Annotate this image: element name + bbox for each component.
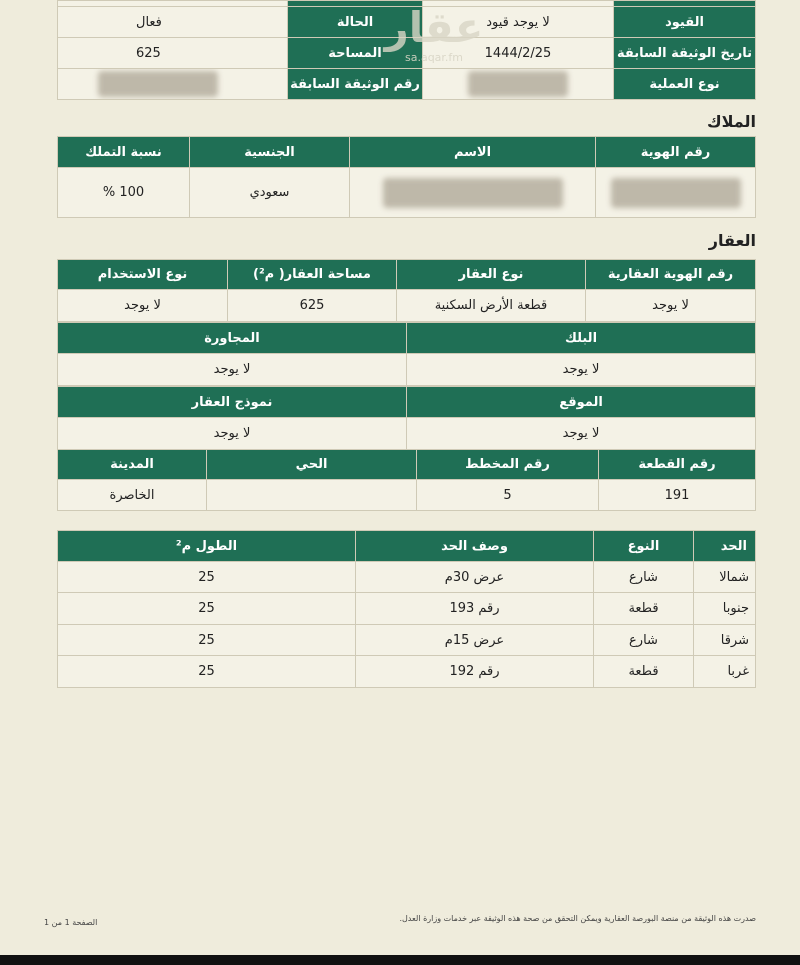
property-id-header: رقم الهوية العقارية <box>586 260 756 290</box>
operation-type-value <box>423 69 614 100</box>
border-direction-header: الحد <box>694 531 756 562</box>
bottom-bar <box>0 955 800 965</box>
border-description: رقم 193 <box>356 593 594 625</box>
status-label: الحالة <box>288 7 423 38</box>
district-header: الحي <box>207 450 417 480</box>
border-length: 25 <box>58 593 356 625</box>
table-row <box>58 38 756 69</box>
owner-share-header: نسبة التملك <box>58 137 190 168</box>
usage-type-header: نوع الاستخدام <box>58 260 228 290</box>
border-direction: غربا <box>694 656 756 688</box>
district-value <box>207 480 417 511</box>
owner-nationality-header: الجنسية <box>190 137 350 168</box>
border-length: 25 <box>58 625 356 656</box>
owner-id-value <box>596 168 756 218</box>
property-model-value: لا يوجد <box>58 418 407 450</box>
restrictions-label: القيود <box>614 7 756 38</box>
border-direction: شرقا <box>694 625 756 656</box>
redacted-block <box>383 178 563 208</box>
owner-name-header: الاسم <box>350 137 596 168</box>
area-label: المساحة <box>288 38 423 69</box>
border-type: قطعة <box>594 593 694 625</box>
border-type-header: النوع <box>594 531 694 562</box>
plan-number-value: 5 <box>417 480 599 511</box>
previous-deed-number-value <box>58 69 288 100</box>
property-id-value: لا يوجد <box>586 290 756 322</box>
redacted-block <box>468 71 568 97</box>
border-length: 25 <box>58 656 356 688</box>
property-area-value: 625 <box>228 290 397 322</box>
deed-info-table <box>57 0 756 100</box>
owner-share-value: 100 % <box>58 168 190 218</box>
table-row <box>58 354 756 386</box>
plot-table <box>57 449 756 511</box>
border-length-header: الطول م² <box>58 531 356 562</box>
table-row <box>58 480 756 511</box>
plan-number-header: رقم المخطط <box>417 450 599 480</box>
borders-table <box>57 530 756 688</box>
neighborhood-value: لا يوجد <box>58 354 407 386</box>
table-row <box>58 168 756 218</box>
location-header: الموقع <box>407 387 756 418</box>
operation-type-label: نوع العملية <box>614 69 756 100</box>
border-description: عرض 30م <box>356 562 594 593</box>
table-row <box>58 656 756 688</box>
owner-nationality-value: سعودي <box>190 168 350 218</box>
previous-deed-number-label: رقم الوثيقة السابقة <box>288 69 423 100</box>
border-direction: جنوبا <box>694 593 756 625</box>
owners-section-title: الملاك <box>706 112 756 131</box>
table-row <box>58 7 756 38</box>
border-description: عرض 15م <box>356 625 594 656</box>
previous-deed-date-value: 1444/2/25 <box>423 38 614 69</box>
redacted-block <box>98 71 218 97</box>
usage-type-value: لا يوجد <box>58 290 228 322</box>
location-value: لا يوجد <box>407 418 756 450</box>
previous-deed-date-label: تاريخ الوثيقة السابقة <box>614 38 756 69</box>
area-value: 625 <box>58 38 288 69</box>
aqar-watermark: عقار sa.aqar.fm <box>384 3 484 64</box>
plot-number-header: رقم القطعة <box>599 450 756 480</box>
border-description-header: وصف الحد <box>356 531 594 562</box>
border-length: 25 <box>58 562 356 593</box>
border-type: قطعة <box>594 656 694 688</box>
city-value: الخاصرة <box>58 480 207 511</box>
table-row <box>58 625 756 656</box>
property-section-title: العقار <box>708 231 756 250</box>
plot-number-value: 191 <box>599 480 756 511</box>
border-direction: شمالا <box>694 562 756 593</box>
property-area-header: مساحة العقار( م²) <box>228 260 397 290</box>
table-row <box>58 418 756 450</box>
border-type: شارع <box>594 562 694 593</box>
city-header: المدينة <box>58 450 207 480</box>
table-row <box>58 290 756 322</box>
table-row <box>58 593 756 625</box>
table-row <box>58 562 756 593</box>
block-value: لا يوجد <box>407 354 756 386</box>
block-neighborhood-table <box>57 322 756 386</box>
property-model-header: نموذج العقار <box>58 387 407 418</box>
owners-table <box>57 136 756 218</box>
restrictions-value: لا يوجد قيود <box>423 7 614 38</box>
property-type-header: نوع العقار <box>397 260 586 290</box>
verification-note: صدرت هذه الوثيقة من منصة البورصة العقارية ويمكن التحقق من صحة هذه الوثيقة عبر خدمات وزارة العدل. <box>399 914 756 923</box>
page-number: الصفحة 1 من 1 <box>44 918 98 927</box>
block-header: البلك <box>407 323 756 354</box>
table-row <box>58 69 756 100</box>
redacted-block <box>611 178 741 208</box>
border-type: شارع <box>594 625 694 656</box>
status-value: فعال <box>58 7 288 38</box>
owner-name-value <box>350 168 596 218</box>
property-type-value: قطعة الأرض السكنية <box>397 290 586 322</box>
owner-id-header: رقم الهوية <box>596 137 756 168</box>
property-info-table <box>57 259 756 322</box>
location-model-table <box>57 386 756 450</box>
neighborhood-header: المجاورة <box>58 323 407 354</box>
border-description: رقم 192 <box>356 656 594 688</box>
